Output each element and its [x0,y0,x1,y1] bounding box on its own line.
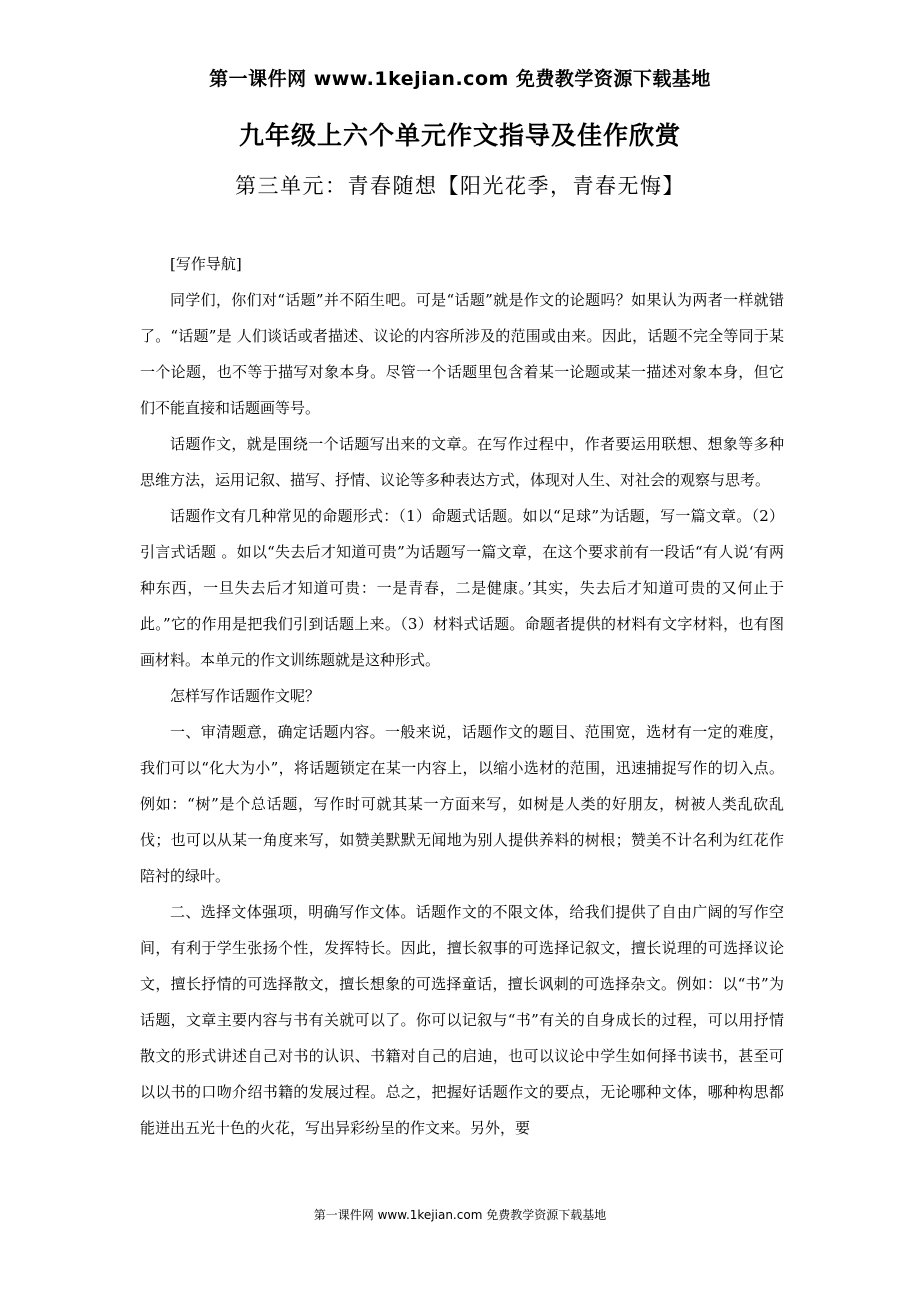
paragraph-intro: 同学们，你们对“话题”并不陌生吧。可是“话题”就是作文的论题吗？如果认为两者一样就错了。“话题”是 人们谈话或者描述、议论的内容所涉及的范围或由来。因此，话题不完全等同于某一个论题，也不等于描写对象本身。尽管一个话题里包含着某一论题或某一描述对象本身，但它们不能直接和话题画等号。 [140,291,784,417]
document-title: 九年级上六个单元作文指导及佳作欣赏 [238,121,681,150]
paragraph-how-to: 怎样写作话题作文呢？ [170,687,321,705]
document-body [140,246,784,1146]
page-footer: 第一课件网 www.1kejian.com 免费教学资源下载基地 [313,1208,607,1222]
page-header: 第一课件网 www.1kejian.com 免费教学资源下载基地 [209,68,711,90]
section-label: [写作导航] [170,255,242,273]
paragraph-definition: 话题作文，就是围绕一个话题写出来的文章。在写作过程中，作者要运用联想、想象等多种思维方法，运用记叙、描写、抒情、议论等多种表达方式，体现对人生、对社会的观察与思考。 [140,435,784,489]
document-subtitle: 第三单元：青春随想【阳光花季，青春无悔】 [235,174,685,198]
paragraph-forms: 话题作文有几种常见的命题形式：（1）命题式话题。如以“足球”为话题，写一篇文章。（2）引言式话题 。如以“失去后才知道可贵”为话题写一篇文章，在这个要求前有一段话“有人说‘有两种东西，一旦失去后才知道可贵：一是青春，二是健康。’其实，失去后才知道可贵的又何止于此。”它的作用是把我们引到话题上来。（3）材料式话题。命题者提供的材料有文字材料，也有图画材料。本单元的作文训练题就是这种形式。 [140,507,784,669]
paragraph-step-two: 二、选择文体强项，明确写作文体。话题作文的不限文体，给我们提供了自由广阔的写作空间，有利于学生张扬个性，发挥特长。因此，擅长叙事的可选择记叙文，擅长说理的可选择议论文，擅长抒情的可选择散文，擅长想象的可选择童话，擅长讽刺的可选择杂文。例如：以“书”为话题，文章主要内容与书有关就可以了。你可以记叙与“书”有关的自身成长的过程，可以用抒情散文的形式讲述自己对书的认识、书籍对自己的启迪，也可以议论中学生如何择书读书，甚至可以以书的口吻介绍书籍的发展过程。总之，把握好话题作文的要点，无论哪种文体，哪种构思都能迸出五光十色的火花，写出异彩纷呈的作文来。另外，要 [140,903,784,1137]
paragraph-step-one: 一、审清题意，确定话题内容。一般来说，话题作文的题目、范围宽，选材有一定的难度，我们可以“化大为小”，将话题锁定在某一内容上，以缩小选材的范围，迅速捕捉写作的切入点。例如：“树”是个总话题，写作时可就其某一方面来写，如树是人类的好朋友，树被人类乱砍乱伐；也可以从某一角度来写，如赞美默默无闻地为别人提供养料的树根；赞美不计名利为红花作陪衬的绿叶。 [140,723,784,885]
